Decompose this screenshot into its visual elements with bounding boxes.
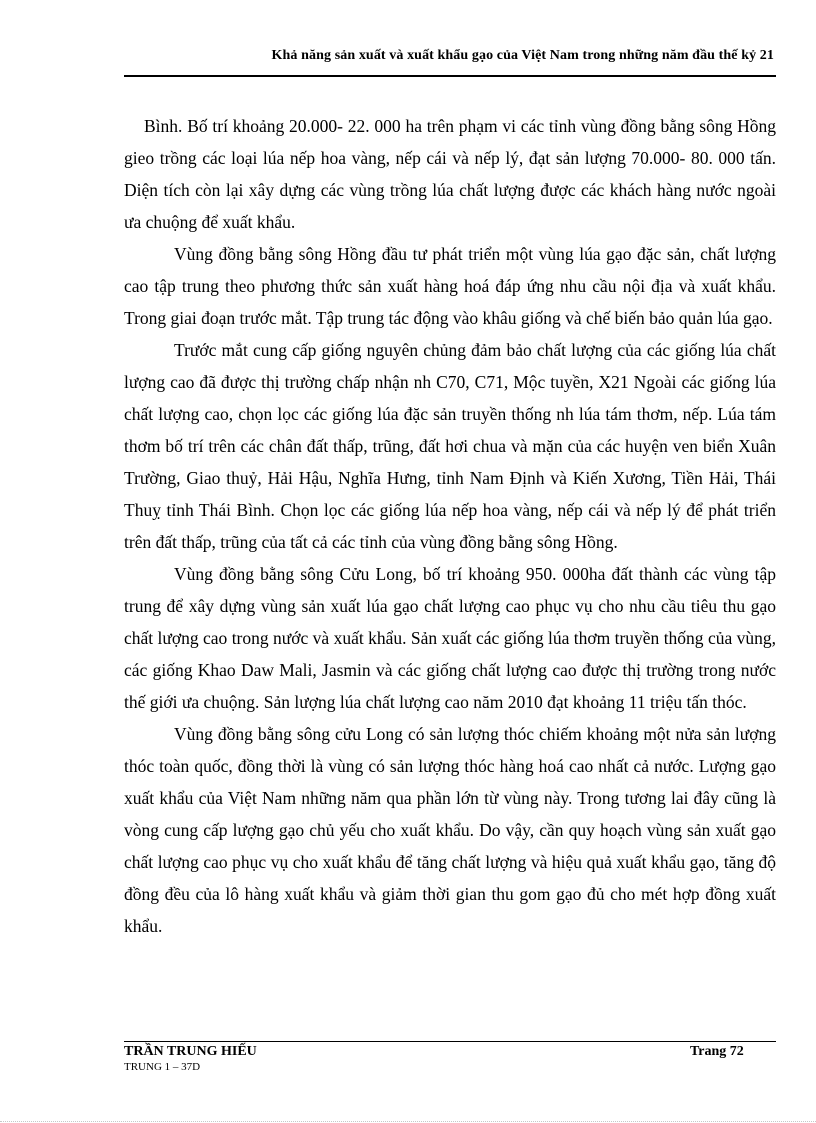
page-bottom-edge xyxy=(0,1121,816,1122)
footer-class: TRUNG 1 – 37D xyxy=(124,1061,201,1073)
running-header: Khả năng sản xuất và xuất khẩu gạo của Việt Nam trong những năm đầu thế kỷ 21 xyxy=(271,48,774,63)
header-divider xyxy=(124,75,776,77)
paragraph-5: Vùng đồng bằng sông cửu Long có sản lượng thóc chiếm khoảng một nửa sản lượng thóc toàn quốc, đồng thời là vùng có sản lượng thóc hàng hoá cao nhất cả nước. Lượng gạo xuất khẩu của Việt Nam những năm qua phần lớn từ vùng này. Trong tương lai đây cũng là vòng cung cấp lượng gạo chủ yếu cho xuất khẩu. Do vậy, cần quy hoạch vùng sản xuất gạo chất lượng cao phục vụ cho xuất khẩu để tăng chất lượng và hiệu quả xuất khẩu gạo, tăng độ đồng đều của lô hàng xuất khẩu và giảm thời gian thu gom gạo đủ cho mét hợp đồng xuất khẩu. xyxy=(124,724,776,936)
paragraph-3: Trước mắt cung cấp giống nguyên chủng đảm bảo chất lượng của các giống lúa chất lượng cao đã được thị trường chấp nhận nh C70, C71, Mộc tuyền, X21 Ngoài các giống lúa chất lượng cao, chọn lọc các giống lúa đặc sản truyền thống nh lúa tám thơm, nếp. Lúa tám thơm bố trí trên các chân đất thấp, trũng, đất hơi chua và mặn của các huyện ven biển Xuân Trường, Giao thuỷ, Hải Hậu, Nghĩa Hưng, tỉnh Nam Định và Kiến Xương, Tiền Hải, Thái Thuỵ tỉnh Thái Bình. Chọn lọc các giống lúa nếp hoa vàng, nếp cái và nếp lý để phát triển trên đất thấp, trũng của tất cả các tỉnh của vùng đồng bằng sông Hồng. xyxy=(124,340,776,552)
paragraph-1: Bình. Bố trí khoảng 20.000- 22. 000 ha trên phạm vi các tỉnh vùng đồng bằng sông Hồng gieo trồng các loại lúa nếp hoa vàng, nếp cái và nếp lý, đạt sản lượng 70.000- 80. 000 tấn. Diện tích còn lại xây dựng các vùng trồng lúa chất lượng được các khách hàng nước ngoài ưa chuộng để xuất khẩu. xyxy=(124,116,776,232)
footer-divider xyxy=(124,1041,776,1042)
footer-author: TRẦN TRUNG HIẾU xyxy=(124,1044,257,1059)
paragraph-2: Vùng đồng bằng sông Hồng đầu tư phát triển một vùng lúa gạo đặc sản, chất lượng cao tập trung theo phương thức sản xuất hàng hoá đáp ứng nhu cầu nội địa và xuất khẩu. Trong giai đoạn trước mắt. Tập trung tác động vào khâu giống và chế biến bảo quản lúa gạo. xyxy=(124,244,776,328)
document-body xyxy=(124,110,776,942)
page-number: Trang 72 xyxy=(690,1044,744,1059)
paragraph-4: Vùng đồng bằng sông Cửu Long, bố trí khoảng 950. 000ha đất thành các vùng tập trung để xây dựng vùng sản xuất lúa gạo chất lượng cao phục vụ cho nhu cầu tiêu thu gạo chất lượng cao trong nước và xuất khẩu. Sản xuất các giống lúa thơm truyền thống của vùng, các giống Khao Daw Mali, Jasmin và các giống chất lượng cao được thị trường trong nước thế giới ưa chuộng. Sản lượng lúa chất lượng cao năm 2010 đạt khoảng 11 triệu tấn thóc. xyxy=(124,564,776,712)
